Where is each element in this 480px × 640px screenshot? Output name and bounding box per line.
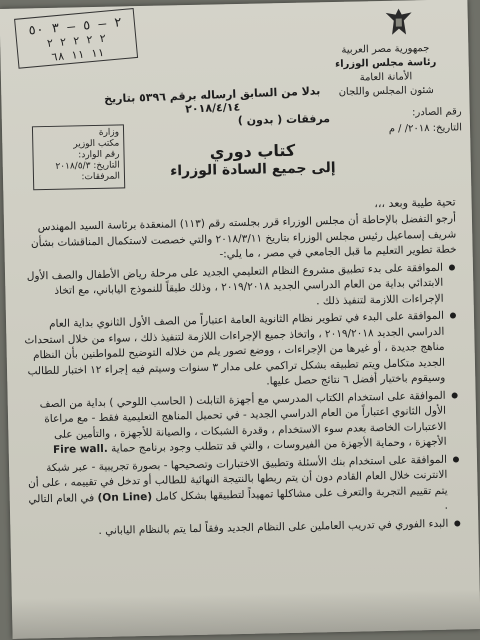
- document-title: كتاب دوري: [209, 140, 296, 162]
- incoming-stamp: [14, 8, 138, 69]
- photo-shadow: [12, 589, 480, 639]
- received-line-2: مكتب الوزير: [73, 138, 120, 150]
- item-text: الموافقة على بدء تطبيق مشروع النظام التعليمي الجديد على مرحلة رياض الأطفال والصف الأول الابتدائي بداية من العام الدراسي الجديد ٢٠١٩/٢٠١٨ ، وذلك طبقاً للنموذج الياباني، مع اتخاذ الإجراءات اللازمة لتنفيذ ذلك .: [26, 261, 444, 307]
- received-line-5: المرفقات:: [81, 171, 121, 183]
- header-date-label: التاريخ: ٢٠١٨/ / م: [388, 122, 463, 135]
- received-line-4: التاريخ: ٢٠١٨/٥/٣: [55, 160, 120, 172]
- fire-wall-term: Fire wall.: [52, 442, 108, 456]
- online-term: (On Line): [97, 490, 153, 504]
- online-tail: في العام التالي .: [28, 491, 449, 512]
- document-subtitle: إلى جميع السادة الوزراء: [169, 159, 336, 180]
- attachments-label: مرفقات ( بدون ): [237, 112, 331, 128]
- list-item: [22, 308, 460, 395]
- item-text: الموافقة على استخدام الكتاب المدرسي مع أجهزة التابلت ( الحاسب اللوحي ) بداية من الصف الأول الثانوي اعتباراً من العام الدراسي الجديد - في تحميل المناهج التعليمية فقط - مع مراعاة الاعتبارات الخاصة بعدم سوء الاستخدام ، وقدرة الشبكات ، والصيانة للأجهزة ، والتأمين على الأجهزة ، وحماية الأجهزة من الفيروسات ، والتي قد تتطلب وجود برنامج حماية: [39, 389, 447, 455]
- item-text: البدء الفوري في تدريب العاملين على النظام الجديد وفقاً لما يتم بالنظام الياباني .: [98, 517, 449, 537]
- header-council: رئاسة مجلس الوزراء: [334, 56, 437, 70]
- header-ref-label: رقم الصادر:: [411, 106, 462, 119]
- header-country: جمهورية مصر العربية: [341, 42, 430, 56]
- replacement-note: بدلا من السابق ارساله برقم ٥٣٩٦ بتاريخ ٢٠١٨/٤/١٤: [103, 84, 321, 116]
- letter-body: [20, 211, 463, 542]
- header-secretariat: الأمانة العامة: [359, 71, 413, 84]
- greeting: تحية طيبة وبعد ،،،: [374, 195, 456, 211]
- list-item: [25, 452, 462, 523]
- list-item: [24, 388, 461, 459]
- item-text: الموافقة على استخدام بنك الأسئلة وتطبيق الاختبارات وتصحيحها - بصورة تجريبية - عبر شبكة الانترنت خلال العام القادم دون أن يتم ربطها بالنتيجة النهائية للطالب أو تدخل في تقييمه ، على أن يتم تقييم التجربة والتعرف على مشاكلها تمهيداً لتطبيقها بشكل كامل: [27, 453, 448, 503]
- intro-paragraph: أرجو التفضل بالإحاطة أن مجلس الوزراء قرر بجلسته رقم (١١٣) المنعقدة برئاسة السيد المهندس شريف إسماعيل رئيس مجلس الوزراء بتاريخ ٢٠١٨/٣/١١ والتي خصصت لاستكمال المناقشات بشأن خطة تطوير التعليم ما قبل الجامعي في مصر ، ما يلي:-: [30, 212, 457, 261]
- received-line-3: رقم الوارد:: [78, 149, 120, 161]
- item-text: الموافقة على البدء في تطوير نظام الثانوية العامة اعتباراً من الصف الأول الثانوي بداية العام الدراسي الجديد ٢٠١٩/٢٠١٨ ، واتخاذ جميع الإجراءات اللازمة لتنفيذ ذلك ، سواء من خلال استحداث مناهج جديدة ، أو غيرها من الإجراءات ، ووضع تصور يلم من خلاله التوضيح للمواطنين بأن النظام الجديد متكامل ويتم تطبيقه بشكل تراكمي على مدار ٣ سنوات وسيتم فيه إجراء ١٢ اختبار للطالب وسيقوم باختيار أفضل ٦ نتائج حصل عليها.: [24, 309, 446, 388]
- stamp-line-2: ٢ ٢ ٢ ٢ ٢: [46, 31, 107, 51]
- stamp-line-3: ١١ ١١ ٦٨: [50, 45, 105, 64]
- eagle-emblem-icon: [383, 6, 414, 39]
- list-item: [21, 260, 458, 316]
- received-box: [32, 124, 125, 190]
- received-line-1: وزارة: [98, 127, 120, 138]
- stamp-line-1: ٢ – ٥ – ٣ ٥٠: [27, 15, 123, 39]
- header-department: شئون المجلس واللجان: [338, 84, 434, 98]
